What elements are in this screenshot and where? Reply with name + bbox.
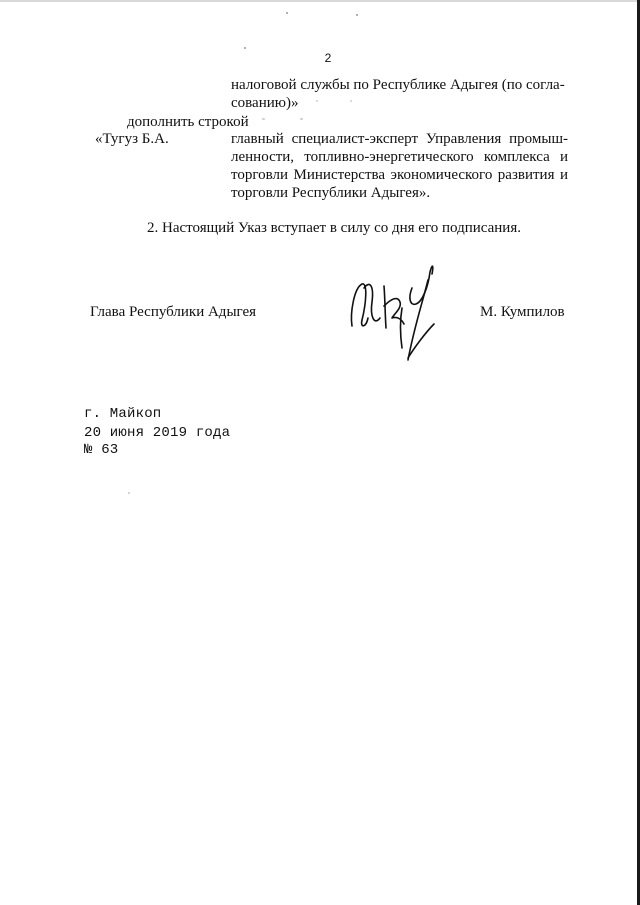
scan-speck: [244, 47, 246, 49]
scan-speck: [262, 118, 265, 120]
page-number: 2: [324, 51, 332, 65]
supplement-label: дополнить строкой: [127, 114, 249, 130]
entry-position-line-4: торговли Республики Адыгея».: [231, 185, 431, 201]
entry-position-line-3: торговли Министерства экономического развития и: [231, 167, 568, 183]
previous-entry-text-line-1: налоговой службы по Республике Адыгея (по согла-: [231, 77, 565, 93]
place-of-signing: г. Майкоп: [84, 406, 162, 422]
date-of-signing: 20 июня 2019 года: [84, 425, 231, 441]
scan-speck: [356, 14, 358, 16]
document-number: № 63: [84, 442, 119, 458]
entry-position-line-2: ленности, топливно-энергетического комплекса и: [231, 149, 568, 165]
scan-speck: [316, 100, 318, 102]
clause-2: 2. Настоящий Указ вступает в силу со дня его подписания.: [147, 220, 521, 236]
scan-speck: [286, 12, 288, 14]
scan-speck: [300, 118, 303, 120]
scan-top-edge: [0, 0, 640, 2]
signatory-name: М. Кумпилов: [480, 304, 565, 320]
signatory-title: Глава Республики Адыгея: [90, 304, 257, 320]
entry-name: «Тугуз Б.А.: [95, 131, 169, 147]
scan-speck: [128, 492, 130, 494]
entry-position-line-1: главный специалист-эксперт Управления промыш-: [231, 131, 568, 147]
handwritten-signature: [338, 258, 448, 376]
scan-speck: [350, 100, 352, 102]
previous-entry-text-line-2: сованию)»: [231, 95, 299, 111]
